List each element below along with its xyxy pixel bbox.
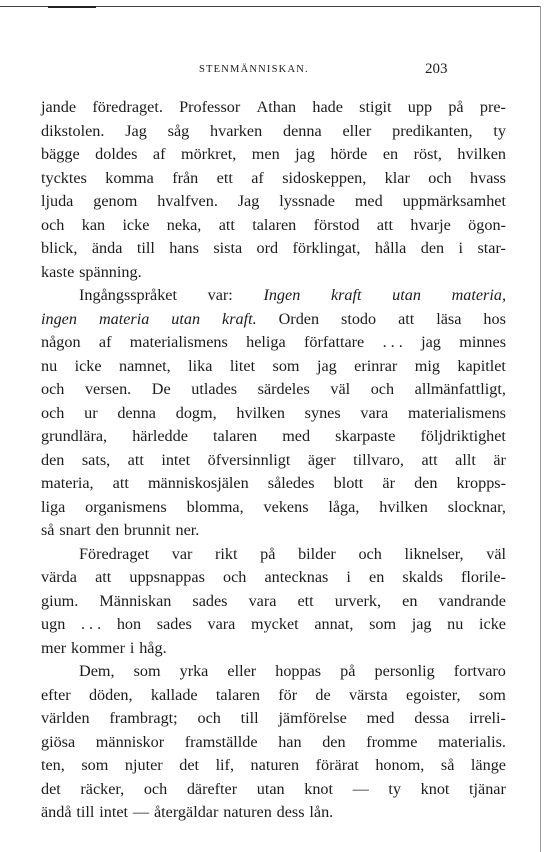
word: nu	[447, 615, 464, 633]
word: till	[240, 709, 259, 727]
word: mycket	[251, 615, 299, 633]
word: De	[151, 380, 171, 398]
word: och	[197, 709, 221, 727]
word: som	[478, 685, 506, 704]
word: pre-	[479, 98, 506, 116]
word: kapitlet	[457, 356, 506, 375]
word: slocknar,	[447, 497, 506, 516]
word: personlig	[374, 662, 435, 680]
word: de	[315, 685, 331, 704]
word: synes	[304, 403, 341, 422]
text-line	[79, 543, 506, 565]
word: snart	[59, 521, 91, 539]
word: ingen	[41, 309, 77, 328]
word: värda	[41, 568, 77, 586]
word: materia,	[451, 286, 506, 304]
word: och	[223, 568, 247, 586]
word: vara	[360, 403, 389, 422]
word: Ingen	[263, 286, 301, 304]
word: . . .	[80, 615, 102, 633]
word: talaren	[252, 215, 297, 234]
word: och	[428, 168, 452, 187]
word: utan	[392, 286, 421, 304]
top-rule-accent	[48, 6, 96, 8]
text-line	[41, 425, 506, 447]
word: världen	[41, 709, 90, 727]
word: i	[129, 638, 135, 657]
word: bägge	[41, 145, 80, 163]
word: florile-	[461, 568, 506, 586]
word: nu	[41, 356, 58, 375]
word: materia,	[41, 474, 94, 492]
word: jag	[421, 333, 441, 351]
word: utlades	[191, 380, 238, 398]
word: irreli-	[469, 709, 506, 727]
word: sista	[213, 239, 243, 257]
text-line	[41, 167, 506, 189]
word: var:	[207, 286, 233, 304]
word: härledde	[132, 427, 188, 445]
text-line	[41, 801, 333, 823]
word: eller	[227, 662, 257, 680]
word: blomma,	[186, 497, 244, 516]
word: hvarje	[410, 215, 451, 234]
word: mer	[41, 638, 67, 657]
text-line	[41, 778, 506, 800]
text-line	[41, 637, 167, 659]
page-edge	[540, 6, 541, 852]
word: lif,	[215, 756, 234, 774]
word: knot	[420, 779, 450, 798]
word: materialismens	[129, 333, 228, 351]
word: dogm,	[175, 403, 217, 422]
word: hörde	[330, 145, 368, 163]
word: kraft	[330, 286, 362, 304]
word: hoppas	[275, 662, 322, 680]
word: versen.	[84, 380, 132, 398]
word: blick,	[41, 239, 78, 257]
word: kropps-	[456, 474, 506, 492]
word: stigit	[359, 98, 392, 116]
word: naturen	[223, 803, 272, 821]
word: på	[260, 544, 276, 563]
word: hvalfven.	[157, 192, 218, 210]
word: kaste	[41, 262, 75, 281]
word: och	[143, 779, 168, 798]
word: yrka	[179, 662, 209, 680]
word: hvass	[470, 168, 506, 187]
word: predikanten,	[392, 121, 473, 140]
word: en	[402, 591, 418, 610]
word: af	[251, 168, 264, 187]
word: som	[272, 356, 300, 375]
word: från	[172, 168, 199, 187]
word: den	[414, 474, 438, 492]
word: liga	[41, 497, 66, 516]
text-line	[41, 96, 506, 118]
word: öfversinnligt	[207, 450, 291, 469]
word: Jag	[237, 192, 260, 210]
word: och	[370, 380, 395, 398]
text-line	[41, 355, 506, 377]
text-line	[41, 590, 506, 612]
text-line	[79, 660, 506, 682]
word: på	[340, 662, 356, 680]
word: jag	[411, 615, 432, 633]
word: länge	[470, 756, 506, 774]
text-line	[41, 143, 506, 165]
word: hade	[312, 98, 343, 116]
word: knot	[304, 779, 334, 798]
word: jag	[316, 356, 337, 375]
word: dess	[276, 803, 305, 821]
word: ty	[388, 779, 402, 798]
word: uppsnappas	[129, 568, 205, 586]
word: eller	[342, 121, 372, 140]
word: hos	[483, 309, 506, 328]
page-number: 203	[425, 61, 448, 77]
word: det	[179, 756, 200, 774]
word: ända	[91, 239, 123, 257]
word: i	[458, 239, 464, 257]
word: intet	[99, 803, 129, 821]
word: af	[152, 145, 166, 163]
word: vara	[248, 591, 277, 610]
word: Ingångsspråket	[79, 286, 177, 304]
word: icke	[74, 356, 102, 375]
word: värsta	[349, 685, 388, 704]
word: med	[366, 709, 395, 727]
word: ljuda	[41, 192, 74, 210]
text-line	[41, 449, 506, 471]
word: upp	[407, 98, 433, 116]
word: följdriktighet	[420, 427, 506, 445]
word: klar	[384, 168, 410, 187]
word: utan	[171, 309, 201, 328]
word: sades	[192, 591, 228, 610]
word: tycktes	[41, 168, 87, 187]
word: så	[41, 521, 55, 539]
word: hvarken	[210, 121, 263, 140]
word: jag	[295, 145, 315, 163]
word: gium.	[41, 591, 79, 610]
word: han	[278, 732, 302, 751]
word: jämförelse	[278, 709, 347, 727]
word: giösa	[41, 732, 76, 751]
word: Dem,	[79, 662, 115, 680]
word: lån.	[309, 803, 334, 821]
word: erinrar	[354, 356, 398, 375]
word: för	[278, 685, 298, 704]
word: och	[358, 544, 382, 563]
word: stodo	[341, 309, 377, 328]
word: som	[81, 756, 109, 774]
word: skarpaste	[335, 427, 396, 445]
word: till	[76, 803, 95, 821]
word: den	[41, 450, 65, 469]
word: icke	[122, 215, 150, 234]
word: någon	[41, 333, 81, 351]
word: komma	[105, 168, 154, 187]
word: var	[171, 544, 193, 563]
word: vekens	[263, 497, 309, 516]
word: namnet,	[119, 356, 171, 375]
word: äger	[307, 450, 336, 469]
word: bilder	[298, 544, 336, 563]
text-line	[79, 284, 506, 306]
word: kraft.	[222, 309, 257, 328]
word: organismens	[85, 497, 167, 516]
text-line	[41, 402, 506, 424]
word: kallade	[150, 685, 198, 704]
word: njuter	[124, 756, 163, 774]
word: framställde	[184, 732, 258, 751]
word: den	[322, 732, 346, 751]
text-line	[41, 331, 506, 353]
word: intet	[161, 450, 191, 469]
word: neka,	[166, 215, 202, 234]
text-line	[41, 496, 506, 518]
text-line	[41, 237, 506, 259]
word: ord	[256, 239, 279, 257]
word: röst,	[413, 145, 442, 163]
word: således	[267, 474, 315, 492]
word: i	[346, 568, 351, 586]
word: frambragt;	[109, 709, 178, 727]
running-head	[0, 61, 544, 80]
word: människosjälen	[147, 474, 249, 492]
word: heliga	[246, 333, 286, 351]
word: ett	[297, 591, 314, 610]
word: med	[282, 427, 311, 445]
word: på	[448, 98, 464, 116]
word: människor	[95, 732, 165, 751]
text-line	[41, 472, 506, 494]
word: att	[127, 450, 144, 469]
word: ett	[216, 168, 233, 187]
word: en	[369, 568, 385, 586]
word: materialis.	[438, 732, 506, 751]
word: hvilken	[236, 403, 285, 422]
word: kommer	[71, 638, 125, 657]
word: är	[493, 450, 506, 469]
word: materialismens	[407, 403, 506, 422]
word: skalds	[402, 568, 443, 586]
word: talaren	[213, 427, 258, 445]
word: ögon-	[468, 215, 506, 234]
word: materia	[98, 309, 150, 328]
word: lyssnade	[279, 192, 335, 210]
word: väl	[486, 544, 506, 563]
running-title: STENMÄNNISKAN.	[199, 64, 309, 75]
word: denna	[117, 403, 156, 422]
word: författare	[304, 333, 365, 351]
word: uppmärksamhet	[402, 192, 506, 210]
text-line	[41, 519, 199, 541]
word: mig	[414, 356, 440, 375]
word: hålla	[374, 239, 407, 257]
word: en	[382, 145, 399, 163]
word: ten,	[41, 756, 65, 774]
word: kan	[81, 215, 106, 234]
word: fromme	[366, 732, 418, 751]
word: icke	[479, 615, 506, 633]
word: väl	[330, 380, 351, 398]
word: hvilken	[379, 497, 428, 516]
word: denna	[283, 121, 322, 140]
word: och	[41, 215, 65, 234]
word: Athan	[256, 98, 297, 116]
word: ugn	[41, 615, 66, 633]
word: Jag	[125, 121, 147, 140]
word: men	[251, 145, 280, 163]
word: urverk,	[334, 591, 382, 610]
word: ändå	[41, 803, 72, 821]
word: efter	[41, 685, 71, 704]
text-line	[41, 190, 506, 212]
word: låga,	[328, 497, 360, 516]
word: att	[376, 215, 394, 234]
word: hon	[116, 615, 142, 633]
text-line	[41, 378, 506, 400]
word: dessa	[414, 709, 450, 727]
word: liknelser,	[404, 544, 464, 563]
word: den	[95, 521, 120, 539]
word: att	[398, 309, 415, 328]
word: honom,	[375, 756, 425, 774]
word: vara	[207, 615, 236, 633]
word: så	[440, 756, 455, 774]
word: ner.	[175, 521, 200, 539]
word: af	[98, 333, 112, 351]
text-line	[41, 731, 506, 753]
text-line	[41, 613, 506, 635]
word: sidoskeppen,	[282, 168, 367, 187]
word: blott	[333, 474, 364, 492]
word: naturen	[250, 756, 300, 774]
word: såg	[167, 121, 190, 140]
word: egoister,	[405, 685, 461, 704]
word: som	[133, 662, 161, 680]
text-line	[41, 308, 506, 330]
word: mörkret,	[181, 145, 237, 163]
word: Föredraget	[79, 544, 150, 563]
word: grundlära,	[41, 427, 108, 445]
word: Orden	[278, 309, 320, 328]
word: särdeles	[257, 380, 310, 398]
word: den	[420, 239, 445, 257]
word: ty	[493, 121, 506, 140]
word: allmänfattligt,	[414, 380, 506, 398]
word: döden,	[88, 685, 133, 704]
word: och	[41, 403, 65, 422]
text-line	[41, 214, 506, 236]
word: håg.	[139, 638, 167, 657]
word: det	[41, 779, 61, 798]
word: att	[218, 215, 235, 234]
word: räcker,	[80, 779, 125, 798]
word: hans	[169, 239, 199, 257]
word: att	[95, 568, 112, 586]
word: litet	[229, 356, 256, 375]
word: är	[382, 474, 395, 492]
word: antecknas	[264, 568, 329, 586]
word: genom	[93, 192, 138, 210]
word: annat,	[314, 615, 354, 633]
word: förärat	[315, 756, 359, 774]
word: utan	[256, 779, 285, 798]
word: rikt	[215, 544, 238, 563]
word: och	[41, 380, 65, 398]
word: läsa	[436, 309, 462, 328]
word: star-	[477, 239, 506, 257]
word: talaren	[215, 685, 260, 704]
word: allt	[455, 450, 476, 469]
word: därefter	[186, 779, 238, 798]
word: sats,	[81, 450, 111, 469]
word: —	[132, 803, 150, 821]
word: med	[354, 192, 383, 210]
word: förstod	[313, 215, 360, 234]
word: fortvaro	[453, 662, 506, 680]
word: jande	[41, 98, 77, 116]
word: att	[112, 474, 129, 492]
word: minnes	[459, 333, 506, 351]
text-line	[41, 261, 142, 283]
word: Människan	[99, 591, 172, 610]
text-line	[41, 684, 506, 706]
word: till	[136, 239, 155, 257]
word: spänning.	[79, 262, 142, 281]
word: hvilken	[457, 145, 506, 163]
word: —	[352, 779, 369, 798]
text-line	[41, 566, 506, 588]
text-line	[41, 754, 506, 776]
word: ur	[84, 403, 98, 422]
word: . . .	[382, 333, 403, 351]
word: Professor	[179, 98, 241, 116]
word: föredraget.	[92, 98, 163, 116]
text-line	[41, 707, 506, 729]
word: doldes	[95, 145, 138, 163]
word: dikstolen.	[41, 121, 105, 140]
text-line	[41, 120, 506, 142]
word: vandrande	[438, 591, 506, 610]
word: sades	[156, 615, 192, 633]
word: att	[421, 450, 438, 469]
word: förklingat,	[292, 239, 361, 257]
word: lika	[188, 356, 213, 375]
word: tjänar	[469, 779, 506, 798]
word: brunnit	[123, 521, 171, 539]
word: som	[369, 615, 397, 633]
word: tillvaro,	[353, 450, 404, 469]
word: återgäldar	[153, 803, 219, 821]
